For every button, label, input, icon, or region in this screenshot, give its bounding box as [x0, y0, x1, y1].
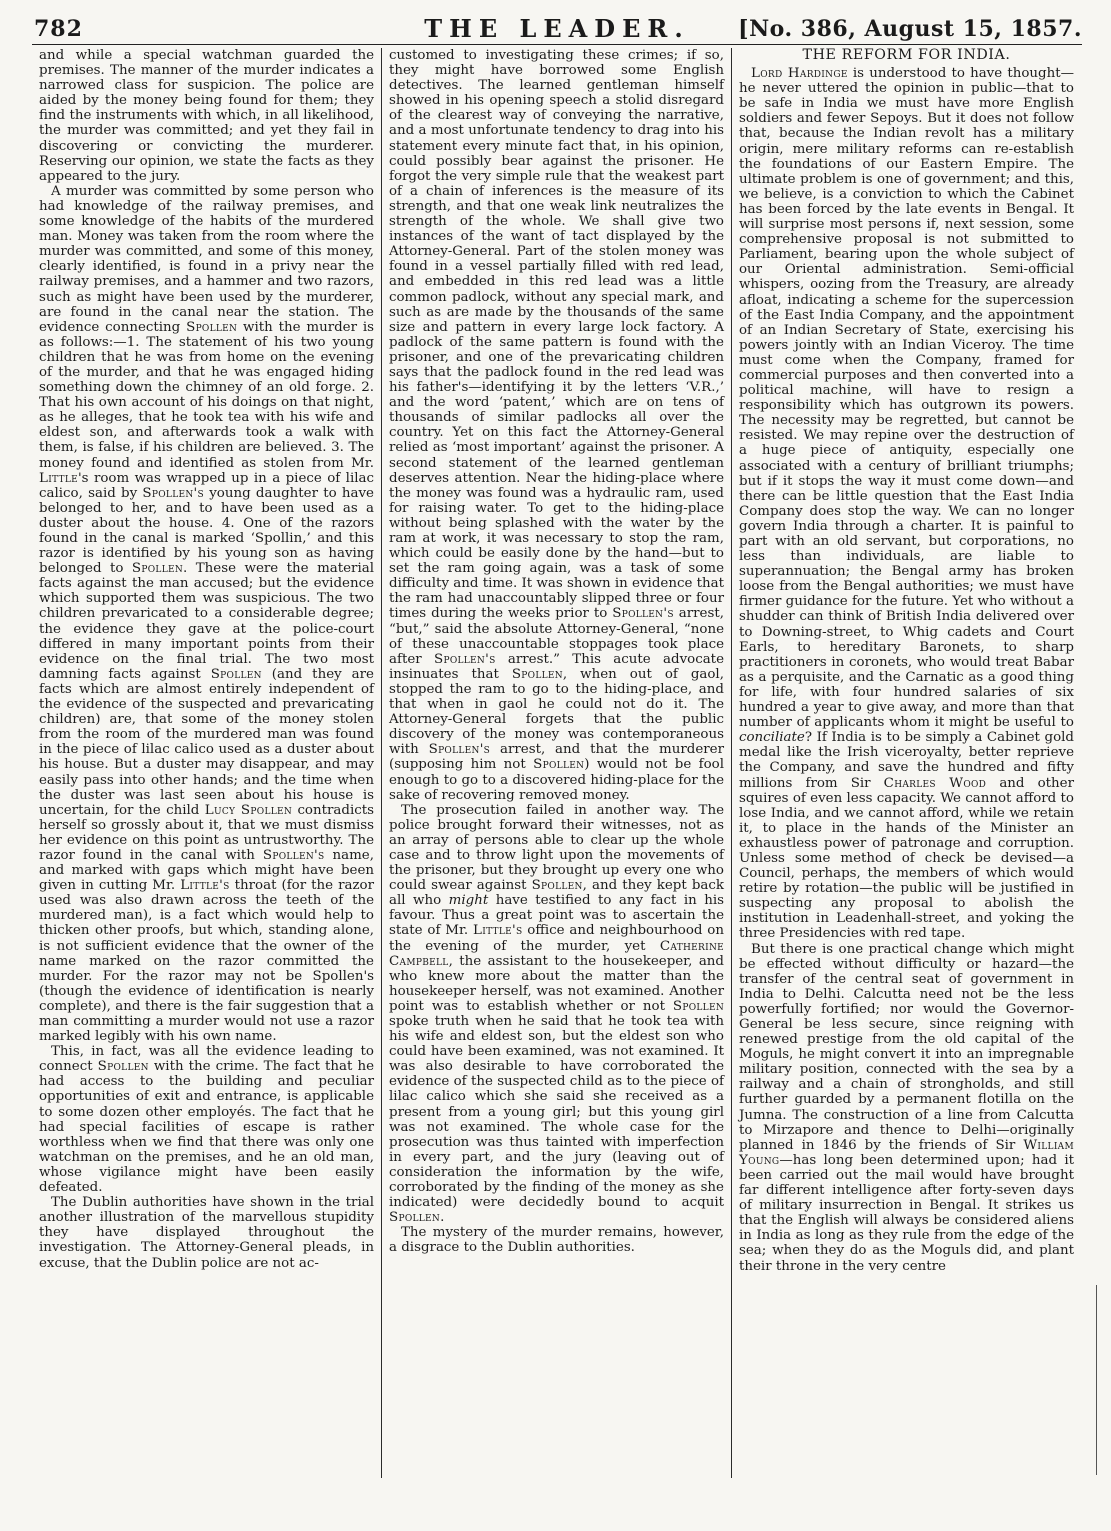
- person-name: Lord Hardinge: [751, 66, 848, 82]
- column-rule: [381, 48, 382, 1478]
- paragraph: The Dublin authorities have shown in the trial another illustration of the marvellous stupidity they have displayed throughout the investigation. The Attorney-General pleads, in excuse, that the Dublin police are not ac-: [39, 1195, 374, 1271]
- person-name: Spollen's: [262, 847, 325, 863]
- person-name: Charles Wood: [883, 775, 987, 791]
- paragraph: and while a special watchman guarded the premises. The manner of the murder indicates a narrowed class for suspicion. The police are aided by the money being found for them; they find the instruments with which, in all likelihood, the murder was committed; and yet they fail in discovering or convicting the murderer. Reserving our opinion, we state the facts as they appeared to the jury.: [39, 48, 374, 184]
- person-name: Spollen: [210, 666, 262, 682]
- person-name: Spollen: [131, 561, 184, 577]
- page-number: 782: [34, 16, 83, 42]
- person-name: Spollen's: [433, 651, 496, 667]
- column-2: [384, 48, 729, 1478]
- column-1: [34, 48, 379, 1478]
- person-name: Spollen's: [428, 742, 491, 758]
- person-name: Spollen: [672, 998, 724, 1014]
- article-columns: [34, 48, 1084, 1478]
- person-name: Spollen's: [142, 485, 204, 501]
- person-name: Little's: [180, 878, 230, 894]
- article-title: THE REFORM FOR INDIA.: [802, 48, 1011, 63]
- person-name: Spollen: [511, 666, 563, 682]
- column-3: [734, 48, 1079, 1478]
- emphasis: might: [448, 893, 489, 909]
- person-name: Spollen: [389, 1210, 441, 1226]
- paragraph: The mystery of the murder remains, however, a disgrace to the Dublin authorities.: [389, 1225, 724, 1256]
- paragraph: The prosecution failed in another way. The police brought forward their witnesses, not as an array of persons able to clear up the whole case and to throw light upon the movements of the prisoner, but they brought up every one who could swear against Spollen, and they kept back all who might have testified to any fact in his favour. Thus a great point was to ascertain the state of Mr. Little's office and neighbourhood on the evening of the murder, yet Catherine Campbell, the assistant to the housekeeper, and who knew more about the matter than the housekeeper herself, was not examined. Another point was to establish whether or not Spollen spoke truth when he said that he took tea with his wife and eldest son, but the eldest son who could have been examined, was not examined. It was also desirable to have corroborated the evidence of the suspected child as to the piece of lilac calico which she said she received as a present from a young girl; but this young girl was not examined. The whole case for the prosecution was thus tainted with imperfection in every part, and the jury (leaving out of consideration the information by the wife, corroborated by the finding of the money as she indicated) were decidedly bound to acquit Spollen.: [389, 802, 725, 1226]
- paragraph: Lord Hardinge is understood to have thought—he never uttered the opinion in public—that to be safe in India we must have more English soldiers and fewer Sepoys. But it does not follow that, because the Indian revolt has a military origin, mere military reforms can re-establish the foundations of our Eastern Empire. The ultimate problem is one of government; and this, we believe, is a conviction to which the Cabinet has been forced by the late events in Bengal. It will surprise most persons if, next session, some comprehensive proposal is not submitted to Parliament, bearing upon the whole subject of our Oriental administration. Semi-official whispers, oozing from the Treasury, are already afloat, indicating a scheme for the supercession of the East India Company, and the appointment of an Indian Secretary of State, exercising his powers jointly with an Indian Viceroy. The time must come when the Company, framed for commercial purposes and then converted into a political machine, will have to resign a responsibility which has outgrown its powers. The necessity may be regretted, but cannot be resisted. We may repine over the destruction of a huge piece of antiquity, especially one associated with a century of brilliant triumphs; but if it stops the way it must come down—and there can be little question that the East India Company does stop the way. We can no longer govern India through a charter. It is painful to part with an old servant, but corporations, no less than individuals, are liable to superannuation; the Bengal army has broken loose from the Bengal authorities; we must have firmer guidance for the future. Yet who without a shudder can think of British India delivered over to Downing-street, to Whig cadets and Court Earls, to hereditary Baronets, to sharp practitioners in coronets, who would treat Babar as a perquisite, and the Carnatic as a good thing for life, with four hundred salaries of six hundred a year to give away, and more than that number of applicants whom it might be useful to conciliate? If India is to be simply a Cabinet gold medal like the Irish viceroyalty, better reprieve the Company, and save the hundred and fifty millions from Sir Charles Wood and other squires of even less capacity. We cannot afford to lose India, and we cannot afford, while we retain it, to place in the hands of the Minister an exhaustless power of patronage and corruption. Unless some method of check be devised—a Council, perhaps, the members of which would retire by rotation—the public will be justified in suspecting any proposal to abolish the institution in Leadenhall-street, and yoking the three Presidencies with red tape.: [739, 66, 1074, 942]
- emphasis: conciliate: [739, 730, 805, 746]
- paragraph: This, in fact, was all the evidence leading to connect Spollen with the crime. The fact that he had access to the building and peculiar opportunities of exit and entrance, is applicable to some dozen other employés. The fact that he had special facilities of escape is rather worthless when we find that there was only one watchman on the premises, and he an old man, whose vigilance might have been easily defeated.: [39, 1044, 375, 1196]
- person-name: Lucy Spollen: [204, 802, 293, 818]
- page-header: [32, 10, 1082, 45]
- person-name: Catherine Campbell: [389, 938, 725, 969]
- paragraph: A murder was committed by some person who had knowledge of the railway premises, and some knowledge of the habits of the murdered man. Money was taken from the room where the murder was committed, and some of this money, clearly identified, is found in a privy near the railway premises, and a hammer and two razors, such as might have been used by the murderer, are found in the canal near the station. The evidence connecting Spollen with the murder is as follows:—1. The statement of his two young children that he was from home on the evening of the murder, and that he was engaged hiding something down the chimney of an old forge. 2. That his own account of his doings on that night, as he alleges, that he took tea with his wife and eldest son, and afterwards took a walk with them, is false, if his children are believed. 3. The money found and identified as stolen from Mr. Little's room was wrapped up in a piece of lilac calico, said by Spollen's young daughter to have belonged to her, and to have been used as a duster about the house. 4. One of the razors found in the canal is marked ‘Spollin,’ and this razor is identified by his young son as having belonged to Spollen. These were the material facts against the man accused; but the evidence which supported them was suspicious. The two children prevaricated to a considerable degree; the evidence they gave at the police-court differed in many important points from their evidence on the final trial. The two most damning facts against Spollen (and they are facts which are almost entirely independent of the evidence of the suspected and prevaricating children) are, that some of the money stolen from the room of the murdered man was found in the piece of lilac calico used as a duster about his house. But a duster may disappear, and may easily pass into other hands; and the time when the duster was last seen about his house is uncertain, for the child Lucy Spollen contradicts herself so grossly about it, that we must dismiss her evidence on this point as untrustworthy. The razor found in the canal with Spollen's name, and marked with gaps which might have been given in cutting Mr. Little's throat (for the razor used was also drawn across the teeth of the murdered man), is a fact which would help to thicken other proofs, but which, standing alone, is not sufficient evidence that the owner of the name marked on the razor committed the murder. For the razor may not be Spollen's (though the evidence of identification is nearly complete), and there is the fair suggestion that a man committing a murder would not use a razor marked legibly with his own name.: [39, 183, 375, 1045]
- person-name: Spollen's: [612, 606, 674, 622]
- issue-info: [No. 386, August 15, 1857.: [738, 16, 1082, 42]
- person-name: Spollen: [533, 757, 585, 773]
- person-name: Little's: [473, 923, 523, 939]
- person-name: Spollen: [97, 1059, 149, 1075]
- person-name: William Young: [739, 1137, 1074, 1168]
- paragraph: But there is one practical change which might be effected without difficulty or hazard—the transfer of the central seat of government in India to Delhi. Calcutta need not be the less powerfully fortified; nor would the Governor-General be less secure, since reigning with renewed prestige from the old capital of the Moguls, he might convert it into an impregnable military position, connected with the sea by a railway and a chain of strongholds, and still further guarded by a permanent flotilla on the Jumna. The construction of a line from Calcutta to Mirzapore and thence to Delhi—originally planned in 1846 by the friends of Sir William Young—has long been determined upon; had it been carried out the mail would have brought far different intelligence after forty-seven days of military insurrection in Bengal. It strikes us that the English will always be considered aliens in India as long as they rule from the edge of the sea; when they do as the Moguls did, and plant their throne in the very centre: [739, 941, 1074, 1274]
- masthead: THE LEADER.: [424, 14, 690, 43]
- margin-rule: [1096, 1285, 1097, 1475]
- person-name: Spollen: [531, 878, 583, 894]
- person-name: Spollen: [186, 319, 238, 335]
- column-rule: [731, 48, 732, 1478]
- paragraph: customed to investigating these crimes; if so, they might have borrowed some English detectives. The learned gentleman himself showed in his opening speech a stolid disregard of the clearest way of conveying the narrative, and a most unfortunate tendency to drag into his statement every minute fact that, in his opinion, could possibly bear against the prisoner. He forgot the very simple rule that the weakest part of a chain of inferences is the measure of its strength, and that one weak link neutralizes the strength of the whole. We shall give two instances of the want of tact displayed by the Attorney-General. Part of the stolen money was found in a vessel partially filled with red lead, and embedded in this red lead was a little common padlock, without any special mark, and such as are made by the thousands of the same size and pattern in every large lock factory. A padlock of the same pattern is found with the prisoner, and one of the prevaricating children says that the padlock found in the red lead was his father's—identifying it by the letters ‘V.R.,’ and the word ‘patent,’ which are on tens of thousands of similar padlocks all over the country. Yet on this fact the Attorney-General relied as ‘most important’ against the prisoner. A second statement of the learned gentleman deserves attention. Near the hiding-place where the money was found was a hydraulic ram, used for raising water. To get to the hiding-place without being splashed with the water by the ram at work, it was necessary to stop the ram, which could be easily done by the hand—but to set the ram going again, was a task of some difficulty and time. It was shown in evidence that the ram had unaccountably slipped three or four times during the weeks prior to Spollen's arrest, “but,” said the absolute Attorney-General, “none of these unaccountable stoppages took place after Spollen's arrest.” This acute advocate insinuates that Spollen, when out of gaol, stopped the ram to go to the hiding-place, and that when in gaol he could not do it. The Attorney-General forgets that the public discovery of the money was contemporaneous with Spollen's arrest, and that the murderer (supposing him not Spollen) would not be fool enough to go to a discovered hiding-place for the sake of recovering removed money.: [389, 48, 725, 803]
- person-name: Little: [39, 470, 78, 486]
